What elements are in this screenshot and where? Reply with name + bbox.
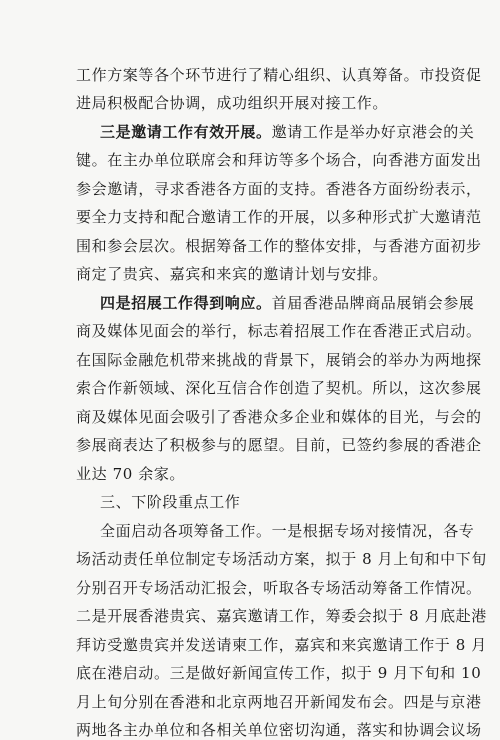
- text-span: 邀请工作是举办好京港会的关: [271, 123, 475, 141]
- text-line: [76, 692, 482, 712]
- text-line: [76, 606, 487, 626]
- text-line: [76, 65, 482, 85]
- text-line: [76, 720, 482, 740]
- text-span: 全面启动各项筹备工作。一是根据专场对接情况，各专: [100, 522, 475, 540]
- text-line: [76, 578, 482, 598]
- text-span: 参展商表达了积极参与的愿望。目前，已签约参展的香港企: [76, 436, 482, 454]
- paragraph-start-line: [100, 293, 475, 313]
- text-line: [76, 321, 482, 341]
- text-span: 围和参会层次。根据筹备工作的整体安排，与香港方面初步: [76, 237, 482, 255]
- text-line: [76, 378, 482, 398]
- text-span: 商定了贵宾、嘉宾和来宾的邀请计划与安排。: [76, 265, 389, 283]
- text-line: [76, 236, 482, 256]
- text-span: 商及媒体见面会的举行，标志着招展工作在香港正式启动。: [76, 322, 482, 340]
- text-span: 业达 70 余家。: [76, 465, 186, 483]
- text-line: [76, 549, 487, 569]
- text-span: 月上旬分别在香港和北京两地召开新闻发布会。四是与京港: [76, 693, 482, 711]
- paragraph-lead: 四是招展工作得到响应。: [100, 294, 272, 312]
- text-span: 拜访受邀贵宾并发送请柬工作，嘉宾和来宾邀请工作于 8 月: [76, 636, 487, 654]
- text-span: 分别召开专场活动汇报会，听取各专场活动筹备工作情况。: [76, 579, 482, 597]
- text-line: [76, 179, 482, 199]
- text-span: 参会邀请，寻求香港各方面的支持。香港各方面纷纷表示，: [76, 180, 482, 198]
- text-line: [76, 93, 436, 113]
- heading-text: 三、下阶段重点工作: [100, 493, 241, 511]
- text-span: 首届香港品牌商品展销会参展: [271, 294, 475, 312]
- section-heading: [100, 492, 460, 512]
- text-line: [76, 435, 482, 455]
- text-span: 工作方案等各个环节进行了精心组织、认真筹备。市投资促: [76, 66, 482, 84]
- paragraph-lead: 三是邀请工作有效开展。: [100, 123, 272, 141]
- text-line: [76, 350, 482, 370]
- paragraph-start-line: [100, 122, 475, 142]
- text-line: [76, 663, 482, 683]
- text-line: [76, 635, 487, 655]
- text-line: [76, 150, 482, 170]
- text-line: [76, 207, 482, 227]
- text-span: 场活动责任单位制定专场活动方案，拟于 8 月上旬和中下旬: [76, 550, 487, 568]
- text-line: [76, 407, 482, 427]
- text-span: 进局积极配合协调，成功组织开展对接工作。: [76, 94, 389, 112]
- text-span: 在国际金融危机带来挑战的背景下，展销会的举办为两地探: [76, 351, 482, 369]
- text-span: 键。在主办单位联席会和拜访等多个场合，向香港方面发出: [76, 151, 482, 169]
- text-span: 商及媒体见面会吸引了香港众多企业和媒体的目光，与会的: [76, 408, 482, 426]
- text-span: 底在港启动。三是做好新闻宣传工作，拟于 9 月下旬和 10: [76, 664, 482, 682]
- text-span: 两地各主办单位和各相关单位密切沟通，落实和协调会议场: [76, 721, 482, 739]
- text-line: [76, 464, 436, 484]
- text-line: [76, 264, 436, 284]
- text-span: 索合作新领域、深化互信合作创造了契机。所以，这次参展: [76, 379, 482, 397]
- text-span: 二是开展香港贵宾、嘉宾邀请工作，筹委会拟于 8 月底赴港: [76, 607, 487, 625]
- paragraph-start-line: [100, 521, 475, 541]
- text-span: 要全力支持和配合邀请工作的开展，以多种形式扩大邀请范: [76, 208, 482, 226]
